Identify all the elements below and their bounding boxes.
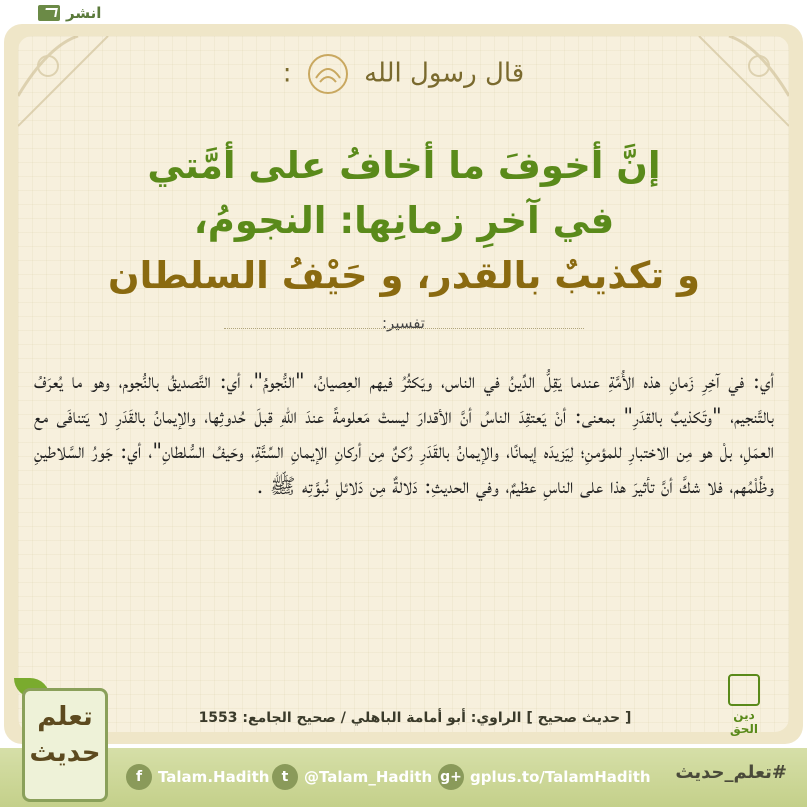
- google-plus-icon: g+: [438, 764, 464, 790]
- hashtag[interactable]: #تعلم_حديث: [675, 762, 787, 783]
- share-icon: [38, 5, 60, 21]
- hadith-line-2: في آخرِ زمانِها: النجومُ،: [193, 199, 615, 242]
- share-label: انشر: [66, 4, 102, 22]
- badge-line-2: حديث: [29, 738, 101, 768]
- hadith-line-3: و تكذيبٌ بالقدر، و حَيْفُ السلطان: [108, 254, 700, 297]
- share-button[interactable]: [38, 4, 101, 22]
- deen-alhaq-logo: [719, 674, 769, 736]
- google-plus-label: gplus.to/TalamHadith: [470, 768, 651, 786]
- twitter-icon: t: [272, 764, 298, 790]
- facebook-link[interactable]: [126, 764, 269, 790]
- deen-alhaq-emblem-icon: [728, 674, 760, 706]
- hadith-intro: [4, 52, 803, 96]
- badge-box: [22, 688, 108, 802]
- talam-hadith-badge: [4, 676, 116, 800]
- intro-colon: :: [282, 58, 292, 89]
- deen-alhaq-label: دين الحق: [729, 708, 759, 736]
- divider: [224, 328, 584, 330]
- twitter-label: @Talam_Hadith: [304, 768, 433, 786]
- google-plus-link[interactable]: [438, 764, 651, 790]
- hadith-text: [44, 138, 764, 303]
- hadith-line-1: إنَّ أخوفَ ما أخافُ على أمَّتي: [147, 144, 661, 187]
- badge-line-1: تعلم: [37, 702, 93, 732]
- hadith-source: [ حديث صحيح ] الراوي: أبو أمامة الباهلي / صحيح الجامع: 1553: [198, 710, 632, 726]
- hadith-card: [4, 24, 803, 744]
- tafsir-body: أي: في آخِرِ زَمانِ هذه الأُمَّةِ عندما يَقِلُّ الدِّينُ في الناس، ويَكثُرُ فيهم العِصيانُ، "النُّجومُ"، أي: التَّصديقُ بالنُّجوم، وهو ما يُعرَفُ بالتَّنجيم، "وتَكذيبٌ بالقدَرِ" بمعنى: أنْ يَعتقِدَ الناسُ أنَّ الأقدارَ ليستْ مَعلومةً عندَ اللهِ قبلَ حُدوثِها، والإيمانُ بالقَدَرِ لا يَتنافَى مع العمَلِ، بلْ هو مِن الاختبارِ للمؤمنِ؛ لِيَزيدَه إيمانًا، والإيمانُ بالقَدَرِ رُكنٌ مِن أركانِ الإيمانِ السِّتَّةِ، وحَيفُ السُّلطانِ"، أي: جَورُ السَّلاطينِ وظُلْمُهم، فلا شكَّ أنَّ تأثيرَ هذا على الناسِ عظيمٌ، وفي الحديثِ: دَلالةٌ مِن دَلائلِ نُبوَّتِه ﷺ .: [34, 369, 774, 498]
- facebook-icon: f: [126, 764, 152, 790]
- intro-text: قال رسول الله: [364, 58, 525, 89]
- salla-allahu-alayhi-wasallam-calligraphy-icon: [306, 52, 350, 96]
- facebook-label: Talam.Hadith: [158, 768, 270, 786]
- tafsir-title: تفسير:: [381, 314, 425, 332]
- twitter-link[interactable]: [272, 764, 432, 790]
